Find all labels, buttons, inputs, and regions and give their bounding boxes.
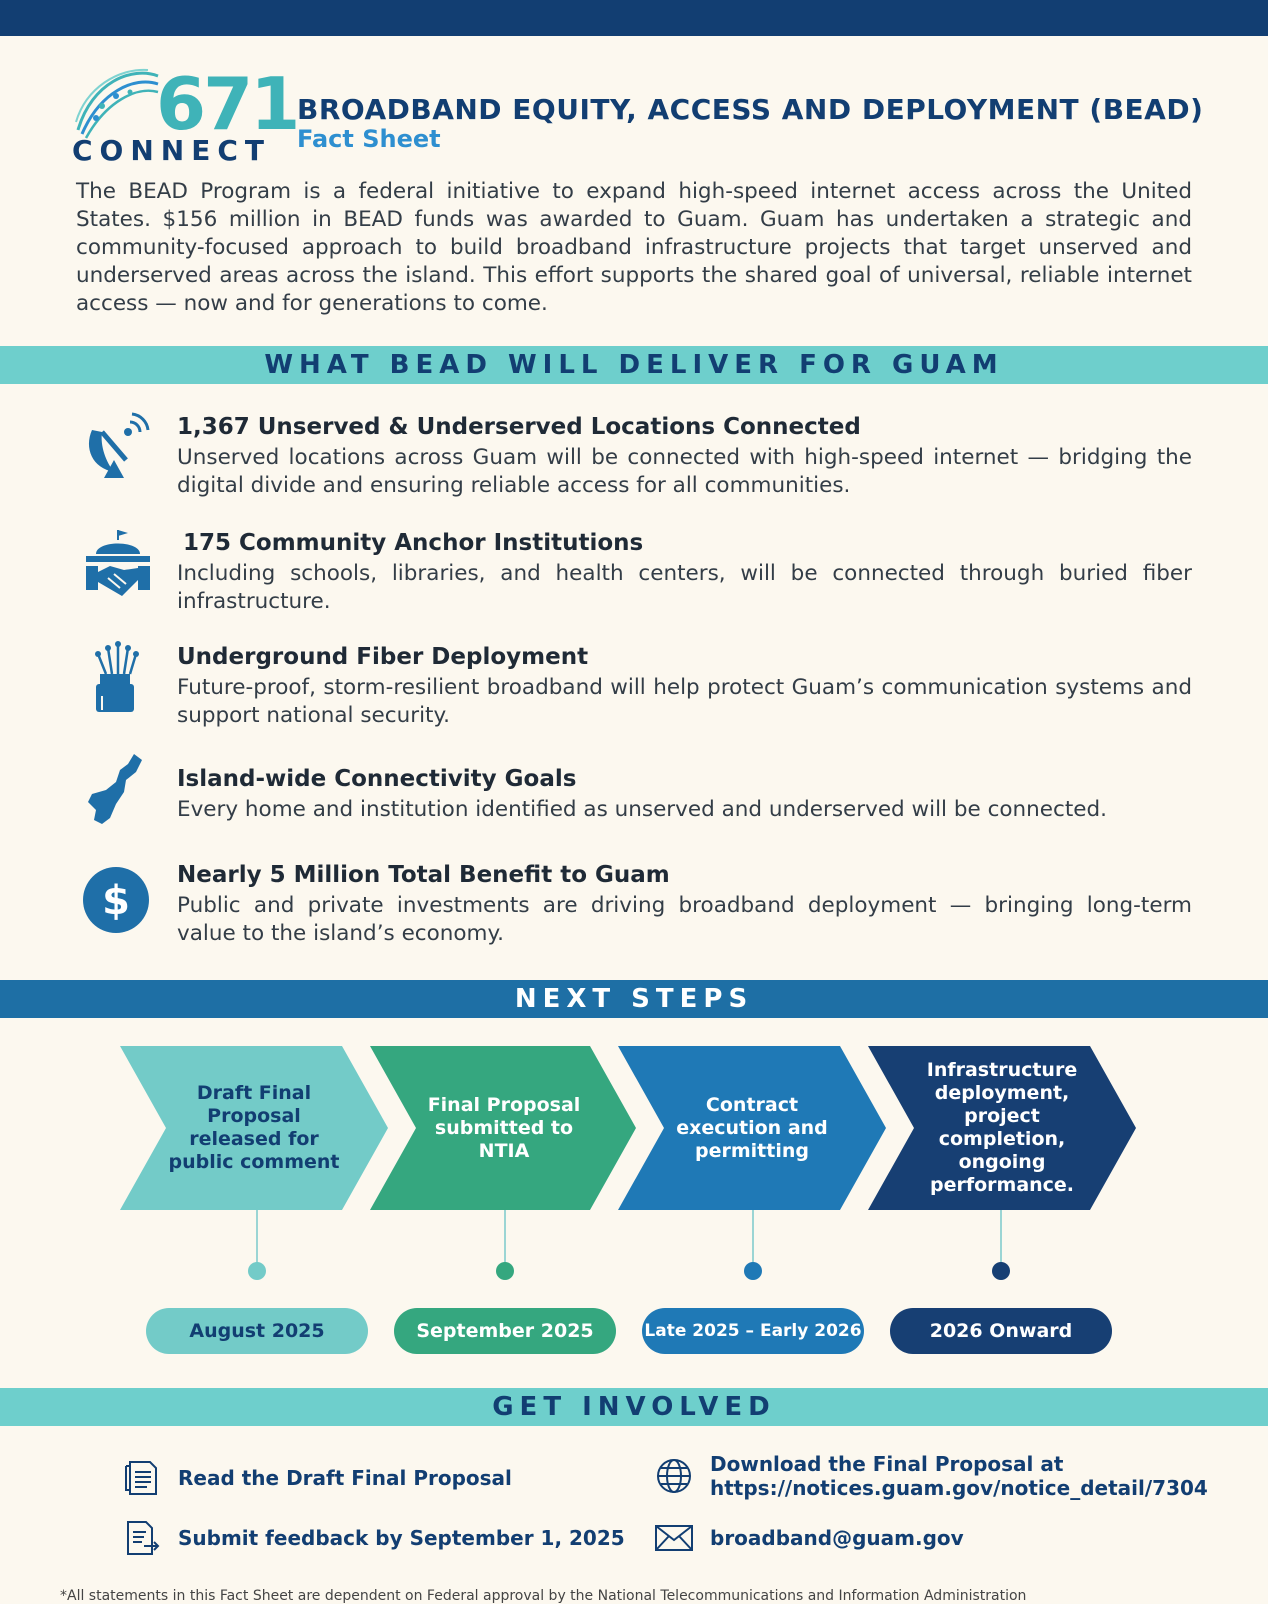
next-steps-heading: NEXT STEPS: [0, 980, 1268, 1018]
page-title: BROADBAND EQUITY, ACCESS AND DEPLOYMENT (BEAD): [297, 93, 1204, 126]
download-proposal-link[interactable]: [654, 1452, 1208, 1500]
download-label: Download the Final Proposal at: [710, 1452, 1064, 1476]
email-text[interactable]: broadband@guam.gov: [710, 1526, 964, 1550]
deliver-item-title: 175 Community Anchor Institutions: [183, 530, 644, 556]
date-pill: September 2025: [394, 1308, 616, 1354]
deliver-item-text: Public and private investments are driving broadband deployment — bringing long-term value to the island’s economy.: [177, 893, 1192, 946]
timeline-stem: [504, 1210, 506, 1268]
document-icon: [122, 1458, 162, 1498]
get-involved-heading: GET INVOLVED: [0, 1388, 1268, 1426]
read-proposal-text[interactable]: Read the Draft Final Proposal: [178, 1466, 512, 1490]
date-pill: 2026 Onward: [890, 1308, 1112, 1354]
timeline-stem: [1000, 1210, 1002, 1268]
step-label: Draft Final Proposal released for public comment: [168, 1082, 340, 1173]
deliver-item-title: Island-wide Connectivity Goals: [177, 766, 577, 792]
fiber-cable-icon: [80, 640, 156, 716]
download-text-block: [710, 1452, 1208, 1500]
deliver-item-title: Underground Fiber Deployment: [177, 644, 589, 670]
read-proposal-link[interactable]: [122, 1458, 512, 1498]
logo-word: CONNECT: [72, 134, 271, 167]
svg-text:$: $: [102, 878, 130, 924]
deliver-item-title: 1,367 Unserved & Underserved Locations Connected: [177, 414, 861, 440]
timeline-dot: [248, 1262, 266, 1280]
timeline-dot: [744, 1262, 762, 1280]
envelope-icon: [654, 1518, 694, 1558]
footnote: *All statements in this Fact Sheet are dependent on Federal approval by the National Telecommunications and Information Administration: [60, 1588, 1027, 1604]
submit-feedback-text[interactable]: Submit feedback by September 1, 2025: [178, 1526, 625, 1550]
institution-handshake-icon: [80, 526, 156, 602]
page-subtitle: Fact Sheet: [297, 125, 441, 153]
logo: [72, 62, 298, 170]
globe-icon: [654, 1456, 694, 1496]
submit-feedback-link[interactable]: [122, 1518, 625, 1558]
steps-chevrons: [120, 1046, 1140, 1210]
top-bar: [0, 0, 1268, 36]
email-link[interactable]: [654, 1518, 964, 1558]
deliver-item-title: Nearly 5 Million Total Benefit to Guam: [177, 862, 670, 888]
timeline-dot: [496, 1262, 514, 1280]
logo-swirl-icon: [72, 62, 162, 142]
step-label: Infrastructure deployment, project completion, ongoing performance.: [926, 1059, 1078, 1196]
deliver-item-text: Including schools, libraries, and health centers, will be connected through buried fiber infrastructure.: [177, 561, 1192, 614]
deliver-item-text: Future-proof, storm-resilient broadband will help protect Guam’s communication systems and support national security.: [177, 675, 1192, 728]
date-pill: Late 2025 – Early 2026: [642, 1308, 864, 1354]
intro-paragraph: The BEAD Program is a federal initiative to expand high-speed internet access across the United States. $156 million in BEAD funds was awarded to Guam. Guam has undertaken a strategic and community-focused approach to build broadband infrastructure projects that target unserved and underserved areas across the island. This effort supports the shared goal of universal, reliable internet access — now and for generations to come.: [76, 179, 1192, 316]
step-label: Final Proposal submitted to NTIA: [427, 1093, 581, 1162]
guam-map-icon: [80, 750, 156, 826]
timeline-dot: [992, 1262, 1010, 1280]
deliver-item-text: Every home and institution identified as unserved and underserved will be connected.: [177, 797, 1107, 822]
date-pill: August 2025: [146, 1308, 368, 1354]
deliver-item-text: Unserved locations across Guam will be connected with high-speed internet — bridging the digital divide and ensuring reliable access for all communities.: [177, 445, 1192, 498]
timeline-stem: [256, 1210, 258, 1268]
download-url[interactable]: https://notices.guam.gov/notice_detail/7304: [710, 1476, 1208, 1500]
timeline-stem: [752, 1210, 754, 1268]
feedback-document-icon: [122, 1518, 162, 1558]
satellite-dish-icon: [80, 410, 156, 486]
step-label: Contract execution and permitting: [676, 1093, 828, 1162]
logo-number: 671: [156, 62, 298, 146]
dollar-icon: [80, 862, 156, 938]
deliver-heading: WHAT BEAD WILL DELIVER FOR GUAM: [0, 346, 1268, 384]
